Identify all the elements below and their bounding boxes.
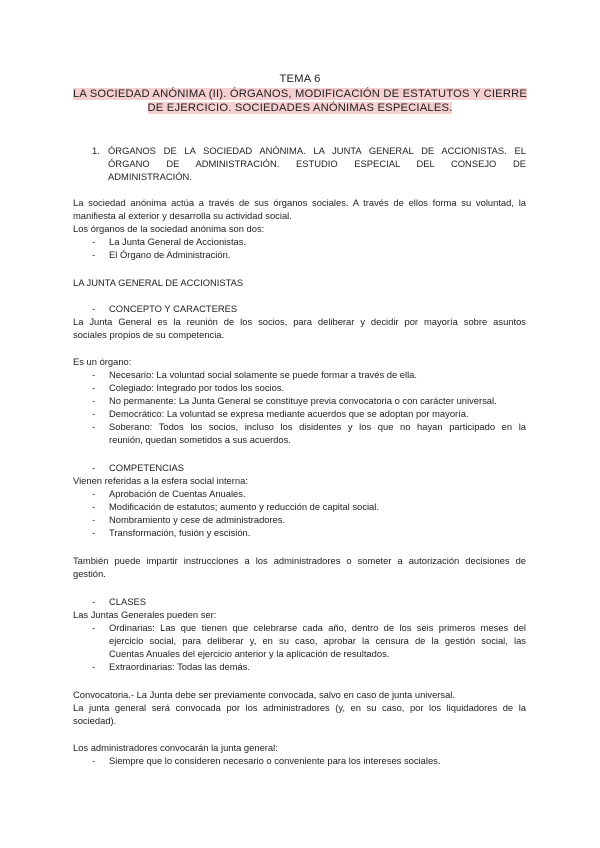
soberano-line-1: Soberano: Todos los socios, incluso los disidentes y los que no hayan participado en la <box>109 421 526 432</box>
bullet-dash: - <box>92 236 96 247</box>
bullet-dash: - <box>92 382 96 393</box>
title-line-1 <box>0 87 600 102</box>
bullet-dash: - <box>92 501 96 512</box>
instrucciones-line-2: gestión. <box>73 568 106 579</box>
bullet-dash: - <box>92 369 96 380</box>
ordinarias-line-1: Ordinarias: Las que tienen que celebrarse cada año, dentro de los seis primeros meses del <box>109 622 526 633</box>
list-item: Modificación de estatutos; aumento y reducción de capital social. <box>109 501 379 512</box>
list-item: Necesario: La voluntad social solamente se puede formar a través de ella. <box>109 369 417 380</box>
bullet-dash: - <box>92 421 96 432</box>
list-item: La Junta General de Accionistas. <box>109 236 247 247</box>
list-item: El Órgano de Administración. <box>109 249 231 260</box>
extraordinarias: Extraordinarias: Todas las demás. <box>109 661 251 672</box>
bullet-dash: - <box>92 488 96 499</box>
bullet-dash: - <box>92 462 96 473</box>
concepto-line-2: sociales propios de su competencia. <box>73 329 225 340</box>
ordinarias-line-2: ejercicio social, para deliberar y, en su caso, aprobar la censura de la gestión social, las <box>109 635 526 646</box>
title-line-1-text: LA SOCIEDAD ANÓNIMA (II). ÓRGANOS, MODIFICACIÓN DE ESTATUTOS Y CIERRE <box>72 88 528 100</box>
section-heading-line-3: ADMINISTRACIÓN. <box>108 171 192 182</box>
bullet-dash: - <box>92 303 96 314</box>
junta-heading: LA JUNTA GENERAL DE ACCIONISTAS <box>73 277 244 288</box>
convocaran-item: Siempre que lo consideren necesario o conveniente para los intereses sociales. <box>109 755 441 766</box>
concepto-line-1: La Junta General es la reunión de los socios, para deliberar y decidir por mayoría sobre asuntos <box>73 316 526 327</box>
list-item: Aprobación de Cuentas Anuales. <box>109 488 246 499</box>
bullet-dash: - <box>92 514 96 525</box>
intro-line-1: La sociedad anónima actúa a través de sus órganos sociales. A través de ellos forma su voluntad, la <box>73 197 526 208</box>
tema-label <box>0 72 600 87</box>
list-item: Nombramiento y cese de administradores. <box>109 514 286 525</box>
clases-intro: Las Juntas Generales pueden ser: <box>73 609 217 620</box>
convocatoria-line-1: Convocatoria.- La Junta debe ser previamente convocada, salvo en caso de junta universal. <box>73 689 455 700</box>
bullet-dash: - <box>92 395 96 406</box>
section-number: 1. <box>92 145 100 156</box>
soberano-line-2: reunión, quedan sometidos a sus acuerdos. <box>109 434 291 445</box>
concepto-heading: CONCEPTO Y CARACTERES <box>109 303 238 314</box>
list-item: No permanente: La Junta General se constituye previa convocatoria o con carácter universal. <box>109 395 497 406</box>
competencias-heading: COMPETENCIAS <box>109 462 185 473</box>
bullet-dash: - <box>92 596 96 607</box>
title-line-2 <box>0 101 600 116</box>
section-heading-line-2: ÓRGANO DE ADMINISTRACIÓN. ESTUDIO ESPECIAL DEL CONSEJO DE <box>108 158 526 169</box>
bullet-dash: - <box>92 408 96 419</box>
section-heading-line-1: ÓRGANOS DE LA SOCIEDAD ANÓNIMA. LA JUNTA GENERAL DE ACCIONISTAS. EL <box>108 145 526 156</box>
competencias-intro: Vienen referidas a la esfera social interna: <box>73 475 248 486</box>
title-line-2-text: DE EJERCICIO. SOCIEDADES ANÓNIMAS ESPECIALES. <box>147 102 453 114</box>
bullet-dash: - <box>92 755 96 766</box>
list-item: Transformación, fusión y escisión. <box>109 527 251 538</box>
bullet-dash: - <box>92 622 96 633</box>
convocatoria-line-2: La junta general será convocada por los administradores (y, en su caso, por los liquidadores de la <box>73 702 526 713</box>
convocaran-intro: Los administradores convocarán la junta general: <box>73 742 278 753</box>
intro-line-3: Los órganos de la sociedad anónima son dos: <box>73 223 265 234</box>
convocatoria-line-3: sociedad). <box>73 715 117 726</box>
bullet-dash: - <box>92 249 96 260</box>
clases-heading: CLASES <box>109 596 146 607</box>
list-item: Colegiado: Integrado por todos los socios. <box>109 382 285 393</box>
bullet-dash: - <box>92 527 96 538</box>
tema-text: TEMA 6 <box>279 73 321 85</box>
instrucciones-line-1: También puede impartir instrucciones a los administradores o someter a autorización decisiones de <box>73 555 526 566</box>
organo-intro: Es un órgano: <box>73 356 132 367</box>
ordinarias-line-3: Cuentas Anuales del ejercicio anterior y la aplicación de resultados. <box>109 648 390 659</box>
list-item: Democrático: La voluntad se expresa mediante acuerdos que se adoptan por mayoría. <box>109 408 469 419</box>
intro-line-2: manifiesta al exterior y desarrolla su actividad social. <box>73 210 292 221</box>
bullet-dash: - <box>92 661 96 672</box>
